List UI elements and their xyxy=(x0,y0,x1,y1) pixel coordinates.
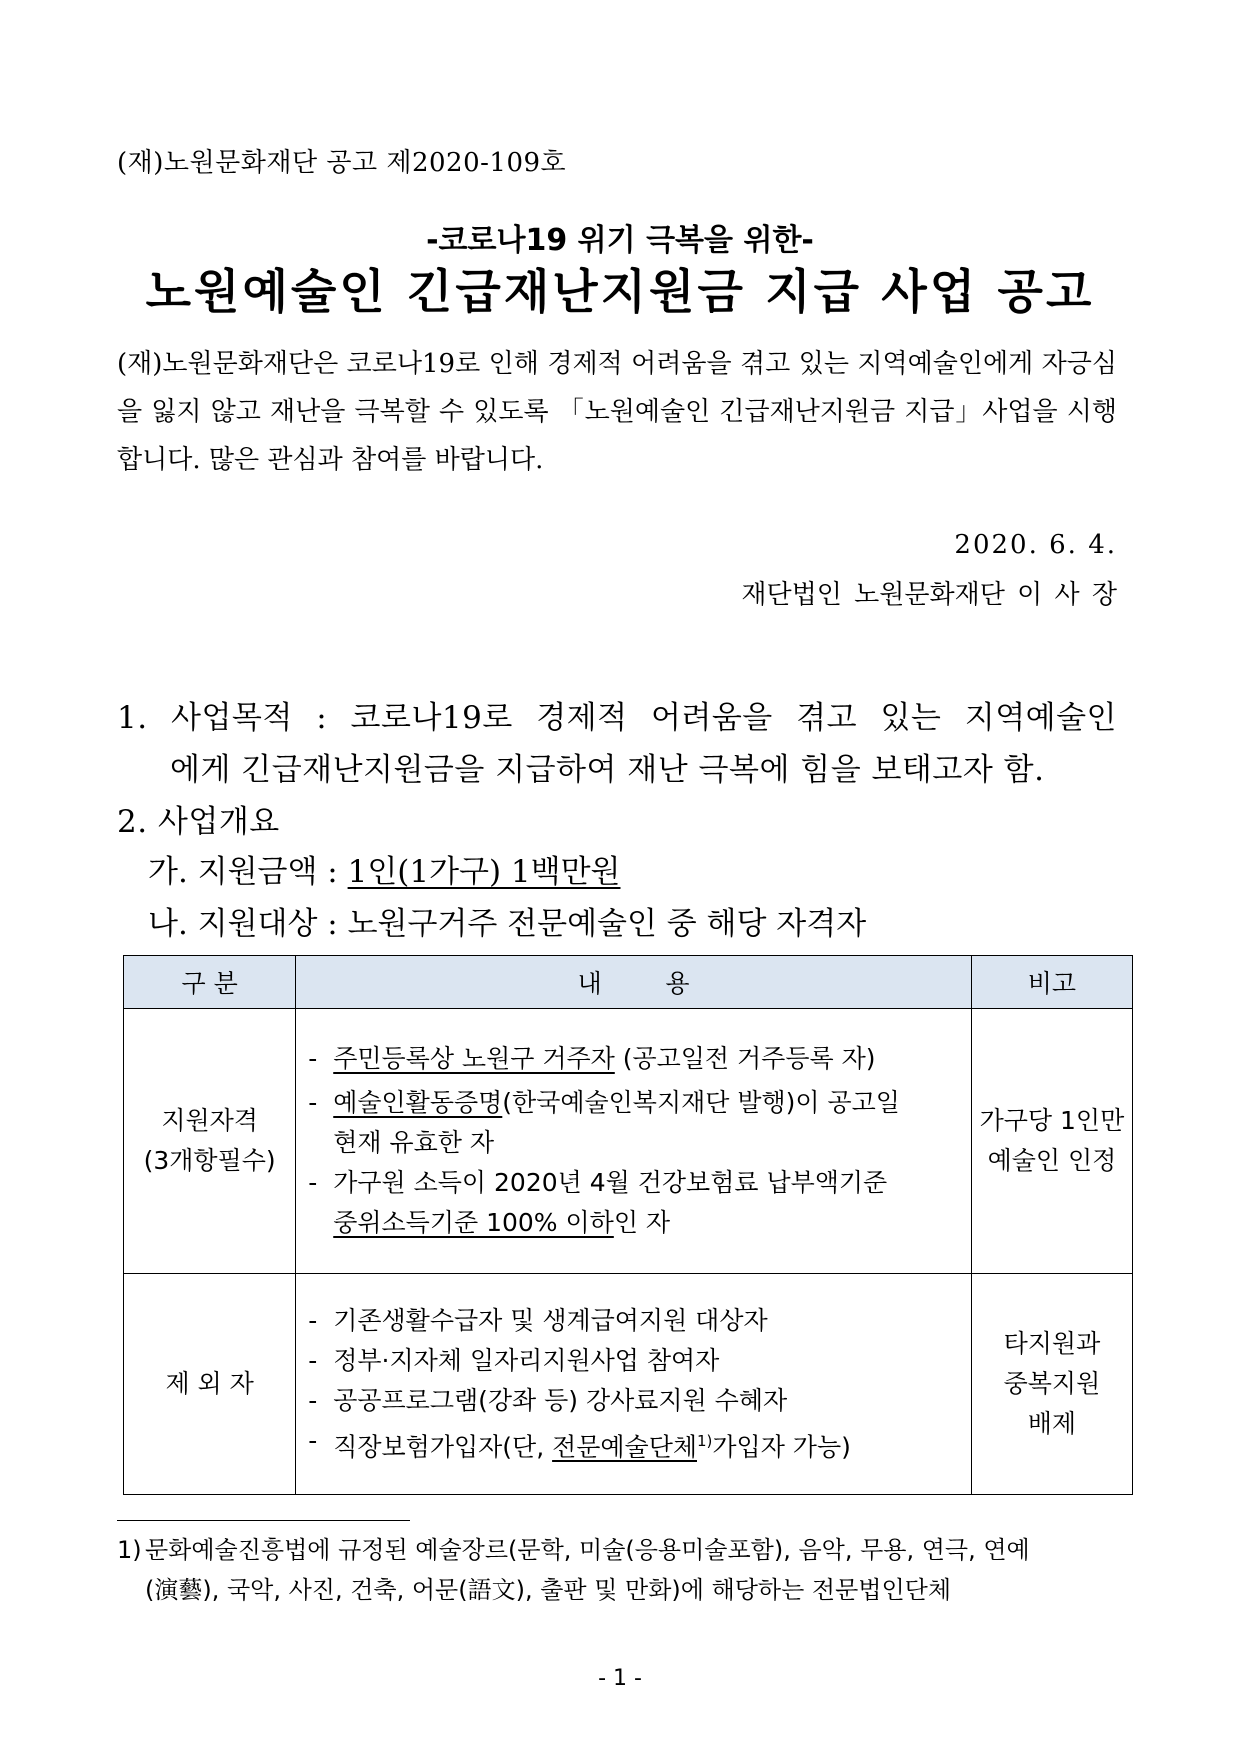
dash: - xyxy=(308,1088,318,1117)
footnote-ref: 1) xyxy=(697,1431,713,1450)
notice-number: (재)노원문화재단 공고 제2020-109호 xyxy=(117,148,567,178)
section-1-purpose-cont: 에게 긴급재난지원금을 지급하여 재난 극복에 힘을 보태고자 함. xyxy=(170,752,1045,788)
item-underlined: 예술인활동증명 xyxy=(333,1088,503,1117)
list-item xyxy=(308,1341,971,1381)
category-sub: (3개항필수) xyxy=(143,1146,276,1175)
section-1-purpose: 1. 사업목적 : 코로나19로 경제적 어려움을 겪고 있는 지역예술인 xyxy=(117,700,1117,736)
footnote-text: 문화예술진흥법에 규정된 예술장르(문학, 미술(응용미술포함), 음악, 무용, 연극, 연예 xyxy=(145,1536,1030,1564)
intro-paragraph: (재)노원문화재단은 코로나19로 인해 경제적 어려움을 겪고 있는 지역예술인에게 자긍심을 잃지 않고 재난을 극복할 수 있도록 「노원예술인 긴급재난지원금 지급」사업을 시행합니다. 많은 관심과 참여를 바랍니다. xyxy=(117,349,1117,475)
list-item xyxy=(308,1163,971,1243)
header-category: 구 분 xyxy=(124,956,296,1009)
notice-date: 2020. 6. 4. xyxy=(954,530,1117,560)
note-line: 예술인 인정 xyxy=(987,1146,1117,1175)
item-underlined: 중위소득기준 100% 이하 xyxy=(333,1208,614,1237)
section-2-heading: 2. 사업개요 xyxy=(117,804,280,840)
dash: - xyxy=(308,1345,318,1375)
dash: - xyxy=(308,1425,318,1455)
row-note-excluded xyxy=(971,1274,1132,1495)
table-row xyxy=(124,1009,1133,1274)
note-line: 중복지원 xyxy=(1003,1369,1101,1398)
row-content-eligibility xyxy=(296,1009,972,1274)
footnote-mark: 1) xyxy=(117,1536,142,1564)
support-target: 나. 지원대상 : 노원구거주 전문예술인 중 해당 자격자 xyxy=(148,906,867,942)
row-content-excluded xyxy=(296,1274,972,1495)
dash: - xyxy=(308,1044,318,1073)
footnote-divider xyxy=(117,1520,410,1521)
support-amount-label: 가. 지원금액 : xyxy=(148,854,348,890)
table-header-row xyxy=(124,956,1133,1009)
table-row xyxy=(124,1274,1133,1495)
row-category-excluded: 제 외 자 xyxy=(124,1274,296,1495)
item-text: 인 자 xyxy=(613,1208,671,1237)
header-note: 비고 xyxy=(971,956,1132,1009)
item-text-cont: 현재 유효한 자 xyxy=(333,1128,495,1157)
item-text: 직장보험가입자(단, xyxy=(333,1432,553,1462)
list-item xyxy=(308,1421,971,1467)
item-text: 가입자 가능) xyxy=(712,1432,851,1462)
item-text: 기존생활수급자 및 생계급여지원 대상자 xyxy=(333,1305,768,1335)
signer: 재단법인 노원문화재단 이 사 장 xyxy=(741,580,1117,610)
subtitle: -코로나19 위기 극복을 위한- xyxy=(426,223,814,258)
header-content: 내 용 xyxy=(296,956,972,1009)
item-text: (한국예술인복지재단 발행)이 공고일 xyxy=(502,1088,900,1117)
list-item xyxy=(308,1381,971,1421)
row-note-eligibility xyxy=(971,1009,1132,1274)
item-text: 정부·지자체 일자리지원사업 참여자 xyxy=(333,1345,720,1375)
support-amount xyxy=(148,846,620,891)
note-line: 배제 xyxy=(1027,1409,1077,1438)
item-text: (공고일전 거주등록 자) xyxy=(614,1044,876,1073)
footnote xyxy=(117,1530,1117,1610)
item-underlined: 주민등록상 노원구 거주자 xyxy=(333,1044,615,1073)
note-line: 타지원과 xyxy=(1003,1329,1101,1358)
page-number: - 1 - xyxy=(598,1666,642,1691)
eligibility-table xyxy=(123,955,1133,1495)
row-category-eligibility xyxy=(124,1009,296,1274)
footnote-text-cont: (演藝), 국악, 사진, 건축, 어문(語文), 출판 및 만화)에 해당하는 전문법인단체 xyxy=(145,1576,952,1604)
note-line: 가구당 1인만 xyxy=(979,1106,1125,1135)
list-item xyxy=(308,1039,971,1079)
item-underlined: 전문예술단체 xyxy=(552,1432,697,1462)
category-label: 지원자격 xyxy=(161,1106,258,1135)
list-item xyxy=(308,1083,971,1163)
page-title: 노원예술인 긴급재난지원금 지급 사업 공고 xyxy=(145,265,1095,320)
item-text: 가구원 소득이 2020년 4월 건강보험료 납부액기준 xyxy=(333,1168,888,1197)
support-amount-value: 1인(1가구) 1백만원 xyxy=(347,854,621,890)
dash: - xyxy=(308,1168,318,1197)
dash: - xyxy=(308,1305,318,1335)
item-text: 공공프로그램(강좌 등) 강사료지원 수혜자 xyxy=(333,1385,788,1415)
dash: - xyxy=(308,1385,318,1415)
list-item xyxy=(308,1301,971,1341)
